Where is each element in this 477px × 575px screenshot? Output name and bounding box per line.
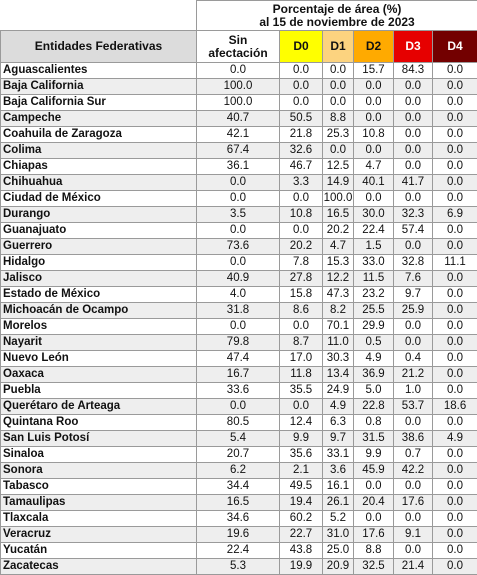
value-cell: 0.0	[280, 79, 323, 95]
entity-name-cell: Michoacán de Ocampo	[1, 303, 197, 319]
entity-name-cell: Yucatán	[1, 543, 197, 559]
category-header-d2: D2	[354, 31, 394, 63]
entity-name-cell: Ciudad de México	[1, 191, 197, 207]
value-cell: 0.0	[197, 319, 280, 335]
value-cell: 8.8	[323, 111, 354, 127]
entity-name-cell: Coahuila de Zaragoza	[1, 127, 197, 143]
value-cell: 0.0	[280, 191, 323, 207]
value-cell: 0.0	[433, 159, 477, 175]
value-cell: 23.2	[354, 287, 394, 303]
value-cell: 22.7	[280, 527, 323, 543]
table-row	[1, 447, 477, 463]
value-cell: 25.5	[354, 303, 394, 319]
value-cell: 0.0	[280, 223, 323, 239]
value-cell: 34.6	[197, 511, 280, 527]
table-row	[1, 79, 477, 95]
table-row	[1, 335, 477, 351]
table-row	[1, 255, 477, 271]
value-cell: 7.6	[394, 271, 433, 287]
entity-name-cell: Oaxaca	[1, 367, 197, 383]
value-cell: 34.4	[197, 479, 280, 495]
value-cell: 0.0	[433, 63, 477, 79]
value-cell: 9.7	[394, 287, 433, 303]
value-cell: 0.0	[354, 111, 394, 127]
value-cell: 0.0	[197, 223, 280, 239]
table-header	[1, 1, 477, 63]
value-cell: 0.0	[433, 127, 477, 143]
value-cell: 26.1	[323, 495, 354, 511]
value-cell: 5.3	[197, 559, 280, 575]
value-cell: 0.0	[433, 383, 477, 399]
value-cell: 17.0	[280, 351, 323, 367]
value-cell: 4.9	[354, 351, 394, 367]
table-row	[1, 223, 477, 239]
value-cell: 0.0	[197, 175, 280, 191]
value-cell: 12.4	[280, 415, 323, 431]
value-cell: 46.7	[280, 159, 323, 175]
value-cell: 21.4	[394, 559, 433, 575]
value-cell: 0.0	[197, 399, 280, 415]
value-cell: 25.3	[323, 127, 354, 143]
value-cell: 0.0	[280, 319, 323, 335]
entity-name-cell: Tlaxcala	[1, 511, 197, 527]
category-header-d4: D4	[433, 31, 477, 63]
entity-name-cell: San Luis Potosí	[1, 431, 197, 447]
value-cell: 49.5	[280, 479, 323, 495]
value-cell: 0.0	[433, 447, 477, 463]
table-row	[1, 319, 477, 335]
value-cell: 30.0	[354, 207, 394, 223]
value-cell: 0.0	[433, 527, 477, 543]
value-cell: 33.1	[323, 447, 354, 463]
table-row	[1, 511, 477, 527]
header-blank-cell	[1, 1, 197, 31]
entity-name-cell: Tamaulipas	[1, 495, 197, 511]
category-header-d3: D3	[394, 31, 433, 63]
value-cell: 4.9	[433, 431, 477, 447]
value-cell: 4.7	[354, 159, 394, 175]
table-row	[1, 431, 477, 447]
entity-name-cell: Campeche	[1, 111, 197, 127]
value-cell: 0.0	[197, 255, 280, 271]
value-cell: 16.7	[197, 367, 280, 383]
entity-name-cell: Zacatecas	[1, 559, 197, 575]
value-cell: 84.3	[394, 63, 433, 79]
header-title-line2: al 15 de noviembre de 2023	[259, 15, 414, 29]
value-cell: 20.4	[354, 495, 394, 511]
value-cell: 33.0	[354, 255, 394, 271]
value-cell: 0.0	[433, 511, 477, 527]
value-cell: 27.8	[280, 271, 323, 287]
value-cell: 21.8	[280, 127, 323, 143]
category-header-d0: D0	[280, 31, 323, 63]
value-cell: 32.8	[394, 255, 433, 271]
value-cell: 11.5	[354, 271, 394, 287]
value-cell: 0.0	[354, 191, 394, 207]
category-header-d1: D1	[323, 31, 354, 63]
table-row	[1, 527, 477, 543]
value-cell: 22.4	[197, 543, 280, 559]
value-cell: 2.1	[280, 463, 323, 479]
value-cell: 31.0	[323, 527, 354, 543]
value-cell: 0.0	[394, 127, 433, 143]
value-cell: 0.0	[433, 271, 477, 287]
value-cell: 0.0	[394, 159, 433, 175]
entity-name-cell: Sonora	[1, 463, 197, 479]
value-cell: 0.0	[323, 95, 354, 111]
value-cell: 0.0	[197, 191, 280, 207]
value-cell: 0.0	[323, 63, 354, 79]
value-cell: 19.4	[280, 495, 323, 511]
table-row	[1, 367, 477, 383]
entity-name-cell: Querétaro de Arteaga	[1, 399, 197, 415]
table-row	[1, 143, 477, 159]
value-cell: 36.1	[197, 159, 280, 175]
entity-name-cell: Estado de México	[1, 287, 197, 303]
entity-name-cell: Guerrero	[1, 239, 197, 255]
value-cell: 4.0	[197, 287, 280, 303]
value-cell: 0.0	[354, 511, 394, 527]
value-cell: 40.9	[197, 271, 280, 287]
value-cell: 35.5	[280, 383, 323, 399]
value-cell: 3.6	[323, 463, 354, 479]
value-cell: 16.5	[323, 207, 354, 223]
table-row	[1, 351, 477, 367]
value-cell: 100.0	[197, 95, 280, 111]
value-cell: 0.0	[394, 415, 433, 431]
value-cell: 67.4	[197, 143, 280, 159]
value-cell: 0.0	[433, 479, 477, 495]
entity-name-cell: Chihuahua	[1, 175, 197, 191]
entity-name-cell: Colima	[1, 143, 197, 159]
value-cell: 79.8	[197, 335, 280, 351]
value-cell: 0.0	[394, 239, 433, 255]
value-cell: 32.6	[280, 143, 323, 159]
table-row	[1, 463, 477, 479]
value-cell: 5.4	[197, 431, 280, 447]
value-cell: 53.7	[394, 399, 433, 415]
value-cell: 0.7	[394, 447, 433, 463]
entity-name-cell: Quintana Roo	[1, 415, 197, 431]
value-cell: 42.1	[197, 127, 280, 143]
table-row	[1, 415, 477, 431]
value-cell: 0.0	[433, 415, 477, 431]
entity-name-cell: Nuevo León	[1, 351, 197, 367]
value-cell: 0.0	[394, 79, 433, 95]
value-cell: 12.2	[323, 271, 354, 287]
entity-name-cell: Veracruz	[1, 527, 197, 543]
value-cell: 0.0	[433, 463, 477, 479]
value-cell: 0.0	[433, 495, 477, 511]
value-cell: 3.5	[197, 207, 280, 223]
value-cell: 0.0	[394, 335, 433, 351]
value-cell: 7.8	[280, 255, 323, 271]
value-cell: 31.5	[354, 431, 394, 447]
value-cell: 0.0	[394, 511, 433, 527]
entity-name-cell: Aguascalientes	[1, 63, 197, 79]
value-cell: 8.8	[354, 543, 394, 559]
value-cell: 21.2	[394, 367, 433, 383]
entity-name-cell: Baja California	[1, 79, 197, 95]
value-cell: 73.6	[197, 239, 280, 255]
sin-afectacion-line2: afectación	[208, 46, 267, 60]
value-cell: 0.0	[354, 143, 394, 159]
value-cell: 6.9	[433, 207, 477, 223]
value-cell: 6.3	[323, 415, 354, 431]
value-cell: 32.5	[354, 559, 394, 575]
value-cell: 0.0	[323, 143, 354, 159]
table-row	[1, 495, 477, 511]
value-cell: 14.9	[323, 175, 354, 191]
value-cell: 3.3	[280, 175, 323, 191]
value-cell: 43.8	[280, 543, 323, 559]
value-cell: 20.2	[323, 223, 354, 239]
value-cell: 9.7	[323, 431, 354, 447]
value-cell: 4.7	[323, 239, 354, 255]
value-cell: 16.5	[197, 495, 280, 511]
value-cell: 45.9	[354, 463, 394, 479]
sin-afectacion-header	[197, 31, 280, 63]
value-cell: 47.3	[323, 287, 354, 303]
value-cell: 22.8	[354, 399, 394, 415]
value-cell: 0.0	[394, 543, 433, 559]
value-cell: 5.0	[354, 383, 394, 399]
value-cell: 8.6	[280, 303, 323, 319]
value-cell: 31.8	[197, 303, 280, 319]
table-row	[1, 383, 477, 399]
value-cell: 20.7	[197, 447, 280, 463]
value-cell: 15.3	[323, 255, 354, 271]
value-cell: 19.6	[197, 527, 280, 543]
value-cell: 9.1	[394, 527, 433, 543]
value-cell: 12.5	[323, 159, 354, 175]
table-row	[1, 207, 477, 223]
value-cell: 11.1	[433, 255, 477, 271]
value-cell: 0.0	[433, 223, 477, 239]
value-cell: 22.4	[354, 223, 394, 239]
table-row	[1, 239, 477, 255]
value-cell: 0.0	[433, 239, 477, 255]
value-cell: 9.9	[280, 431, 323, 447]
table-row	[1, 127, 477, 143]
value-cell: 42.2	[394, 463, 433, 479]
value-cell: 16.1	[323, 479, 354, 495]
value-cell: 17.6	[354, 527, 394, 543]
value-cell: 0.0	[433, 303, 477, 319]
table-row	[1, 479, 477, 495]
entity-name-cell: Puebla	[1, 383, 197, 399]
value-cell: 0.0	[394, 95, 433, 111]
value-cell: 40.7	[197, 111, 280, 127]
value-cell: 0.0	[433, 543, 477, 559]
value-cell: 33.6	[197, 383, 280, 399]
value-cell: 0.4	[394, 351, 433, 367]
value-cell: 20.2	[280, 239, 323, 255]
entity-name-cell: Durango	[1, 207, 197, 223]
entity-name-cell: Baja California Sur	[1, 95, 197, 111]
value-cell: 0.0	[394, 191, 433, 207]
entity-name-cell: Guanajuato	[1, 223, 197, 239]
table-row	[1, 543, 477, 559]
value-cell: 0.0	[280, 399, 323, 415]
value-cell: 24.9	[323, 383, 354, 399]
value-cell: 15.8	[280, 287, 323, 303]
value-cell: 0.0	[394, 143, 433, 159]
value-cell: 20.9	[323, 559, 354, 575]
table-row	[1, 303, 477, 319]
value-cell: 0.0	[433, 111, 477, 127]
value-cell: 6.2	[197, 463, 280, 479]
value-cell: 57.4	[394, 223, 433, 239]
value-cell: 47.4	[197, 351, 280, 367]
table-row	[1, 175, 477, 191]
table-row	[1, 287, 477, 303]
value-cell: 29.9	[354, 319, 394, 335]
value-cell: 38.6	[394, 431, 433, 447]
value-cell: 25.0	[323, 543, 354, 559]
header-title	[197, 1, 477, 31]
value-cell: 0.0	[433, 351, 477, 367]
value-cell: 0.0	[394, 319, 433, 335]
value-cell: 50.5	[280, 111, 323, 127]
value-cell: 0.0	[433, 559, 477, 575]
value-cell: 8.2	[323, 303, 354, 319]
value-cell: 60.2	[280, 511, 323, 527]
value-cell: 1.0	[394, 383, 433, 399]
value-cell: 0.0	[197, 63, 280, 79]
value-cell: 4.9	[323, 399, 354, 415]
entity-name-cell: Tabasco	[1, 479, 197, 495]
value-cell: 100.0	[323, 191, 354, 207]
table-row	[1, 191, 477, 207]
header-title-line1: Porcentaje de área (%)	[273, 2, 402, 16]
entity-name-cell: Jalisco	[1, 271, 197, 287]
value-cell: 11.0	[323, 335, 354, 351]
value-cell: 0.0	[433, 95, 477, 111]
value-cell: 41.7	[394, 175, 433, 191]
entity-name-cell: Morelos	[1, 319, 197, 335]
value-cell: 30.3	[323, 351, 354, 367]
value-cell: 15.7	[354, 63, 394, 79]
value-cell: 0.8	[354, 415, 394, 431]
value-cell: 0.0	[280, 63, 323, 79]
value-cell: 80.5	[197, 415, 280, 431]
table-row	[1, 271, 477, 287]
table-row	[1, 95, 477, 111]
value-cell: 0.0	[433, 287, 477, 303]
value-cell: 10.8	[280, 207, 323, 223]
value-cell: 0.0	[323, 79, 354, 95]
value-cell: 13.4	[323, 367, 354, 383]
value-cell: 0.0	[433, 175, 477, 191]
value-cell: 0.5	[354, 335, 394, 351]
table-row	[1, 399, 477, 415]
value-cell: 0.0	[433, 367, 477, 383]
table-row	[1, 63, 477, 79]
value-cell: 18.6	[433, 399, 477, 415]
value-cell: 5.2	[323, 511, 354, 527]
value-cell: 36.9	[354, 367, 394, 383]
value-cell: 32.3	[394, 207, 433, 223]
value-cell: 10.8	[354, 127, 394, 143]
entity-name-cell: Hidalgo	[1, 255, 197, 271]
value-cell: 17.6	[394, 495, 433, 511]
table-body	[1, 63, 477, 575]
value-cell: 0.0	[433, 143, 477, 159]
entity-name-cell: Chiapas	[1, 159, 197, 175]
value-cell: 19.9	[280, 559, 323, 575]
entities-column-header: Entidades Federativas	[1, 31, 197, 63]
value-cell: 11.8	[280, 367, 323, 383]
value-cell: 0.0	[433, 79, 477, 95]
value-cell: 0.0	[433, 319, 477, 335]
table-row	[1, 111, 477, 127]
value-cell: 8.7	[280, 335, 323, 351]
entity-name-cell: Nayarit	[1, 335, 197, 351]
sin-afectacion-line1: Sin	[229, 33, 248, 47]
value-cell: 0.0	[433, 191, 477, 207]
value-cell: 0.0	[354, 95, 394, 111]
value-cell: 0.0	[354, 479, 394, 495]
entity-name-cell: Sinaloa	[1, 447, 197, 463]
value-cell: 100.0	[197, 79, 280, 95]
value-cell: 35.6	[280, 447, 323, 463]
value-cell: 9.9	[354, 447, 394, 463]
value-cell: 70.1	[323, 319, 354, 335]
value-cell: 40.1	[354, 175, 394, 191]
value-cell: 25.9	[394, 303, 433, 319]
value-cell: 0.0	[354, 79, 394, 95]
value-cell: 1.5	[354, 239, 394, 255]
value-cell: 0.0	[394, 111, 433, 127]
value-cell: 0.0	[394, 479, 433, 495]
value-cell: 0.0	[433, 335, 477, 351]
value-cell: 0.0	[280, 95, 323, 111]
table-row	[1, 159, 477, 175]
